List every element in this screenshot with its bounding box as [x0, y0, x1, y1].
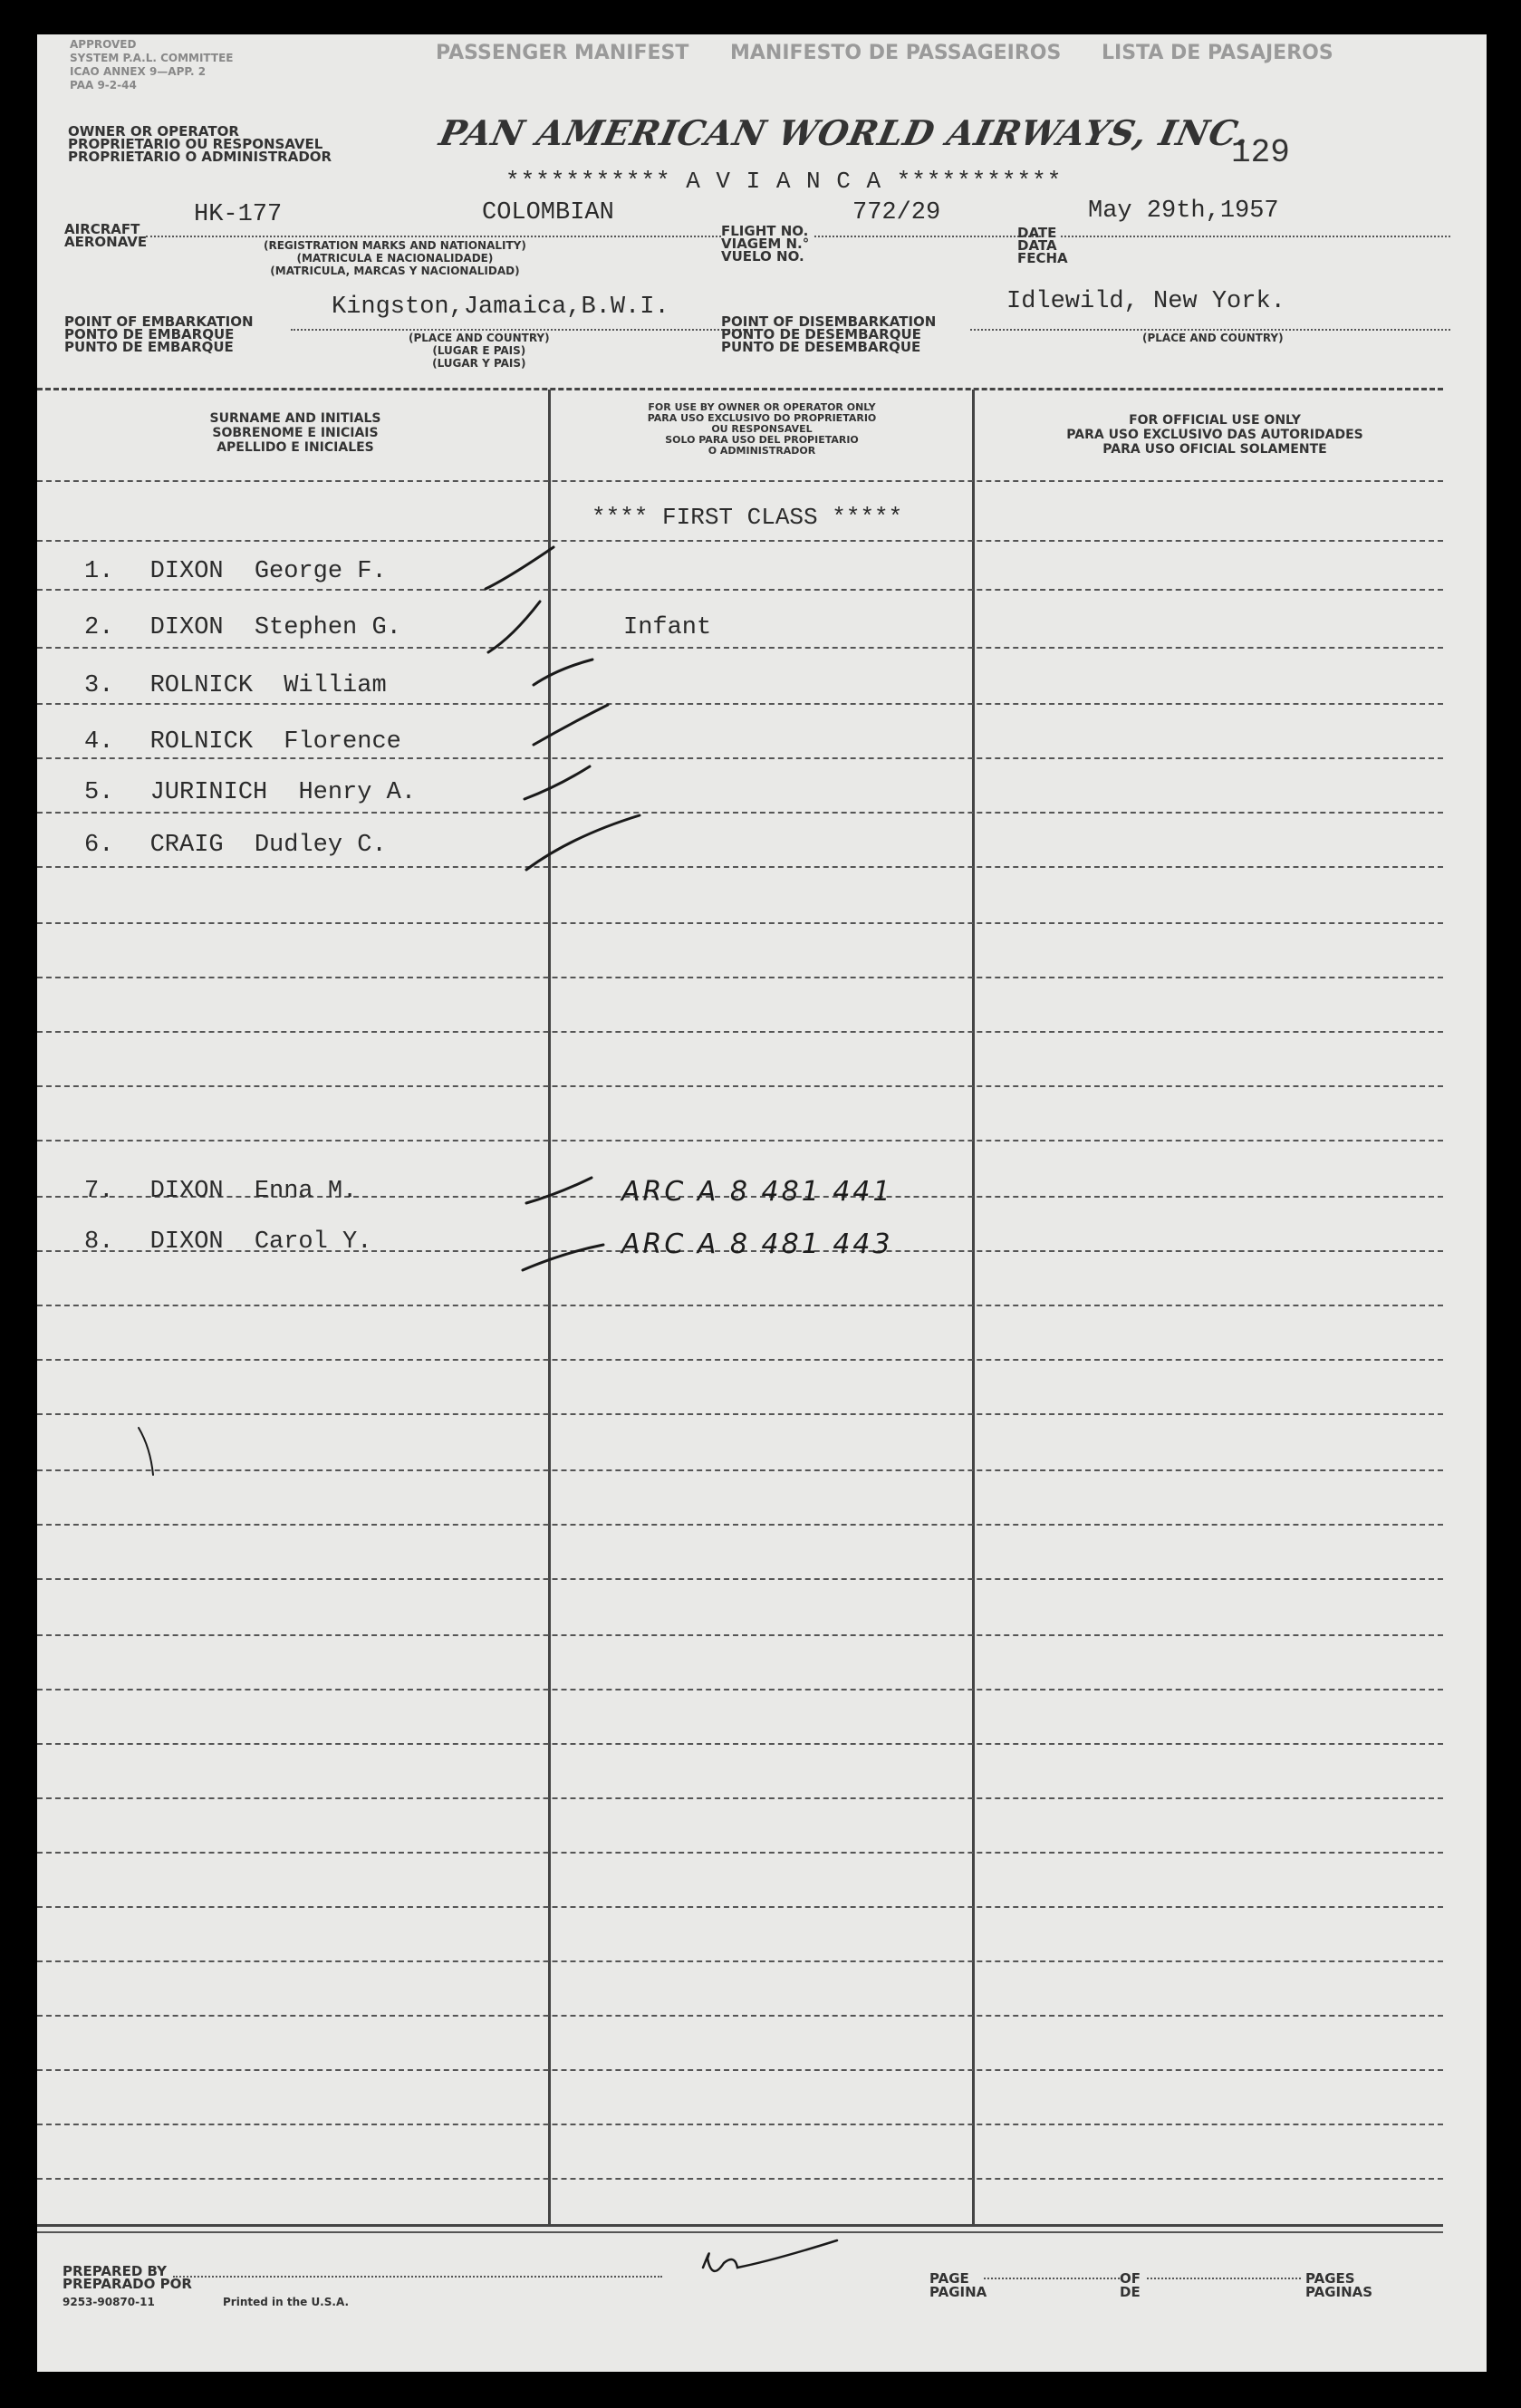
passenger-row: 7. DIXON Enna M. — [84, 1178, 358, 1205]
column-header-operator: FOR USE BY OWNER OR OPERATOR ONLY PARA USO EXCLUSIVO DO PROPRIETARIO OU RESPONSAVEL SOLO PARA USO DEL PROPIETARIO O ADMINISTRADOR — [647, 401, 877, 457]
pages-label: PAGES PAGINAS — [1305, 2270, 1373, 2300]
disembarkation-point: Idlewild, New York. — [1006, 288, 1285, 315]
aircraft-registration: HK-177 — [194, 201, 283, 228]
owner-label: OWNER OR OPERATOR PROPRIETARIO OU RESPONSAVEL PROPRIETARIO O ADMINISTRADOR — [68, 123, 332, 165]
page-number: 129 — [1231, 134, 1290, 171]
check-mark — [534, 705, 608, 745]
title-lista: LISTA DE PASAJEROS — [1102, 42, 1333, 64]
passenger-note-handwritten: ARC A 8 481 441 — [621, 1176, 893, 1208]
page-line — [984, 2278, 1120, 2279]
flight-number: 772/29 — [852, 199, 941, 226]
check-mark — [526, 815, 640, 870]
column-header-official: FOR OFFICIAL USE ONLY PARA USO EXCLUSIVO DAS AUTORIDADES PARA USO OFICIAL SOLAMENTE — [1066, 413, 1363, 457]
column-header-surname: SURNAME AND INITIALS SOBRENOME E INICIAIS APELLIDO E INICIALES — [209, 411, 381, 455]
aircraft-label: AIRCRAFT AERONAVE — [64, 221, 148, 250]
registration-caption: (REGISTRATION MARKS AND NATIONALITY) (MATRICULA E NACIONALIDADE) (MATRICULA, MARCAS Y NACIONALIDAD) — [264, 239, 526, 277]
passenger-note: Infant — [623, 614, 712, 641]
check-mark — [526, 1178, 592, 1203]
passenger-row: 5. JURINICH Henry A. — [84, 779, 417, 806]
check-mark — [486, 547, 554, 589]
of-line — [1147, 2278, 1301, 2279]
printed-note: Printed in the U.S.A. — [223, 2296, 350, 2308]
form-codes: APPROVED SYSTEM P.A.L. COMMITTEE ICAO ANNEX 9—APP. 2 PAA 9-2-44 — [70, 38, 234, 92]
passenger-row: 8. DIXON Carol Y. — [84, 1228, 372, 1256]
page-label: PAGE PAGINA — [929, 2270, 987, 2300]
passenger-row: 2. DIXON Stephen G. — [84, 614, 401, 641]
flight-label: FLIGHT NO. VIAGEM N.° VUELO NO. — [721, 223, 810, 265]
disembarkation-label: POINT OF DISEMBARKATION PONTO DE DESEMBARQUE PUNTO DE DESEMBARQUE — [721, 313, 937, 355]
flight-date: May 29th,1957 — [1088, 197, 1279, 225]
passenger-note-handwritten: ARC A 8 481 443 — [621, 1228, 893, 1260]
prepared-by-label: PREPARED BY PREPARADO POR — [63, 2263, 192, 2292]
class-label: **** FIRST CLASS ***** — [592, 504, 903, 531]
form-number: 9253-90870-11 — [63, 2296, 155, 2308]
check-mark — [523, 1245, 603, 1270]
check-mark — [534, 660, 592, 685]
title-manifesto: MANIFESTO DE PASSAGEIROS — [730, 42, 1062, 64]
passenger-row: 6. CRAIG Dudley C. — [84, 832, 387, 859]
date-label: DATE DATA FECHA — [1017, 225, 1068, 266]
place-caption-right: (PLACE AND COUNTRY) — [1142, 332, 1284, 344]
passenger-row: 3. ROLNICK William — [84, 672, 387, 699]
title-passenger-manifest: PASSENGER MANIFEST — [436, 42, 689, 64]
prepared-by-line — [173, 2276, 662, 2278]
carrier-line: *********** A V I A N C A *********** — [505, 168, 1063, 195]
check-mark — [488, 602, 540, 652]
embarkation-label: POINT OF EMBARKATION PONTO DE EMBARQUE PUNTO DE EMBARQUE — [64, 313, 254, 355]
embarkation-point: Kingston,Jamaica,B.W.I. — [332, 294, 669, 321]
operator-name: PAN AMERICAN WORLD AIRWAYS, INC. — [436, 112, 1255, 153]
place-caption: (PLACE AND COUNTRY) (LUGAR E PAIS) (LUGAR Y PAIS) — [409, 332, 550, 370]
passenger-row: 4. ROLNICK Florence — [84, 728, 401, 756]
check-marks — [37, 34, 1487, 2372]
signature-scribble — [703, 2240, 837, 2271]
aircraft-nationality: COLOMBIAN — [482, 199, 614, 226]
manifest-page — [37, 34, 1487, 2372]
of-label: OF DE — [1120, 2270, 1141, 2300]
check-mark — [525, 766, 590, 799]
passenger-row: 1. DIXON George F. — [84, 558, 387, 585]
stray-mark — [139, 1428, 153, 1475]
